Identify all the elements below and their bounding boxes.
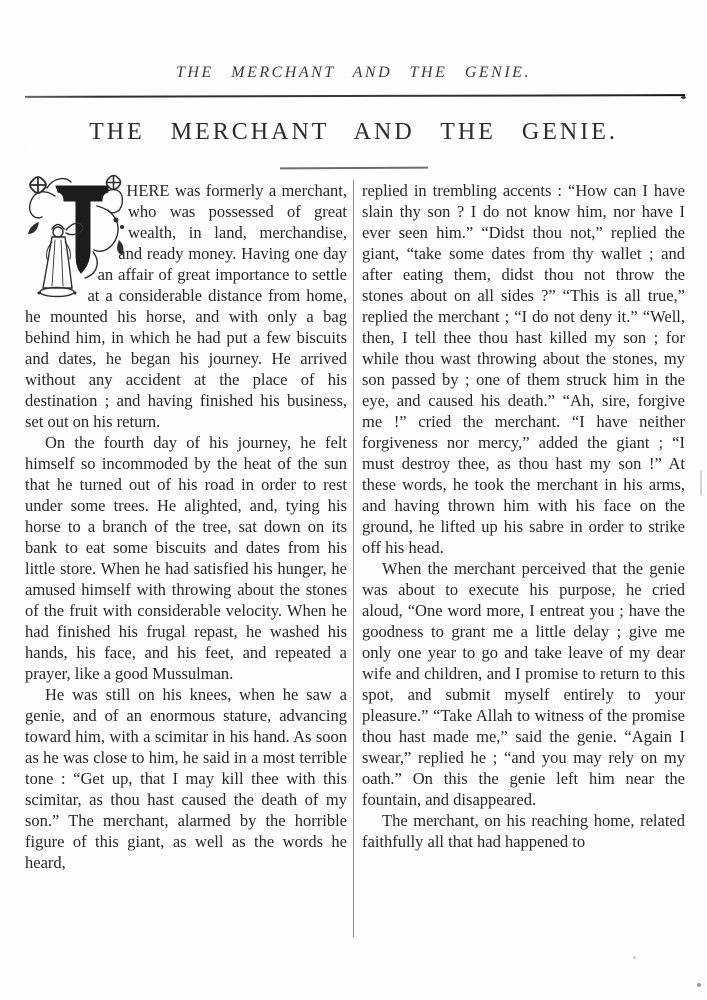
column-divider-rule bbox=[353, 180, 354, 937]
scan-speck bbox=[681, 96, 686, 99]
paragraph: He was still on his knees, when he saw a genie, and of an enormous stature, advancing toward him, with a scimitar in his hand. As soon as he was close to him, he said in a most terrible tone : “Get up, that I may kill thee with this scimitar, as thou hast caused the death of my son.” The merchant, alarmed by the horrible figure of this giant, as well as the words he heard, bbox=[25, 685, 347, 872]
paragraph: When the merchant perceived that the genie was about to execute his purpose, he cried aloud, “One word more, I entreat you ; have the goodness to grant me a little delay ; give me only one year to go and take leave of my dear wife and children, and I promise to return to this spot, and submit myself entirely to your pleasure.” “Take Allah to witness of the promise thou hast made me,” said the genie. “Again I swear,” replied he ; “and you may rely on my oath.” On this the genie left him near the fountain, and disappeared. bbox=[362, 559, 685, 809]
scan-speck bbox=[697, 983, 701, 987]
page-title: THE MERCHANT AND THE GENIE. bbox=[89, 119, 618, 145]
scan-speck bbox=[633, 956, 636, 959]
running-header: THE MERCHANT AND THE GENIE. bbox=[176, 64, 531, 81]
title-rule bbox=[279, 167, 427, 169]
scan-speck bbox=[700, 470, 702, 496]
paragraph: replied in trembling accents : “How can I have slain thy son ? I do not know him, nor have I ever seen him.” “Didst thou not,” replied the giant, “take some dates from thy wallet ; and after eating them, didst thou not throw the stones about on all sides ?” “This is all true,” replied the merchant ; “I do not deny it.” “Well, then, I tell thee thou hast killed my son ; for while thou wast throwing about the stones, my son passed by ; one of them struck him in the eye, and caused his death.” “Ah, sire, forgive me !” cried the merchant. “I have neither forgiveness nor mercy,” added the giant ; “I must destroy thee, as thou hast my son !” At these words, he took the merchant in his arms, and having thrown him with his face on the ground, he lifted up his sabre in order to strike off his head. bbox=[362, 181, 685, 557]
paragraph bbox=[25, 152, 347, 432]
paragraph: On the fourth day of his journey, he felt himself so incommoded by the heat of the sun that he turned out of his road in order to rest under some trees. He alighted, and, tying his horse to a branch of the tree, sat down on its bank to eat some biscuits and dates from his little store. When he had satisfied his hunger, he amused himself with throwing about the stones of the fruit with considerable velocity. When he had finished his frugal repast, he washed his hands, his face, and his feet, and repeated a prayer, like a good Mussulman. bbox=[25, 433, 347, 683]
text-columns bbox=[25, 152, 685, 937]
right-column bbox=[362, 180, 685, 937]
drop-cap-letter: T bbox=[25, 152, 26, 153]
header-rule bbox=[25, 94, 685, 98]
paragraph-text: HERE was formerly a merchant, who was possessed of great wealth, in land, merchandise, and ready money. Having one day an affair of great importance to settle at a considerable distance from home, he mounted his horse, and with only a bag behind him, in which he had put a few biscuits and dates, he began his journey. He arrived without any accident at the place of his destination ; and having finished his business, set out on his return. bbox=[25, 181, 347, 431]
left-column bbox=[25, 152, 347, 937]
paragraph: The merchant, on his reaching home, related faithfully all that had happened to bbox=[362, 811, 685, 851]
